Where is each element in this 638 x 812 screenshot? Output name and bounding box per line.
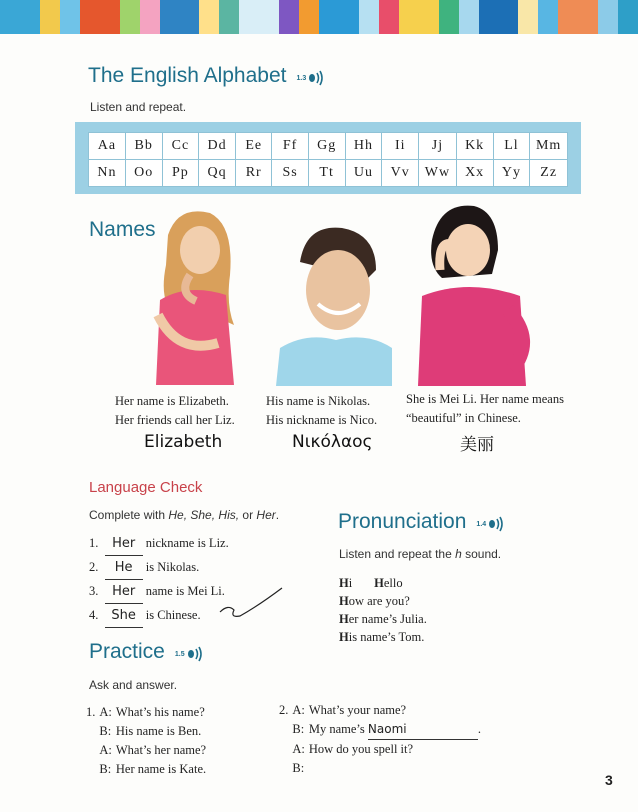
header-stripe (160, 0, 200, 34)
alphabet-row (89, 133, 568, 160)
instruction-word: Her (256, 508, 276, 522)
dialog-text: His name is Ben. (115, 724, 202, 738)
bold-letter: H (339, 576, 349, 590)
pronunciation-section-title (338, 510, 506, 534)
pronunciation-line (339, 592, 427, 610)
dialog-text: How do you spell it? (308, 742, 414, 756)
speaker: B: (99, 724, 112, 738)
track-number: 1.3 (296, 74, 307, 82)
dialog-line (86, 722, 210, 741)
alphabet-cell: Ee (235, 133, 271, 160)
dialog-line: B: My name’s Naomi . (279, 720, 485, 740)
signature-elizabeth: Elizabeth (144, 432, 223, 452)
bold-letter: H (339, 594, 349, 608)
alphabet-cell: Dd (199, 133, 236, 160)
name-answer-blank[interactable]: Naomi (368, 720, 478, 740)
signature-nikolas: Νικόλαος (292, 432, 373, 452)
header-stripe (40, 0, 60, 34)
speaker: B: (292, 761, 305, 775)
item-number: 3. (89, 584, 99, 598)
alphabet-cell: Bb (125, 133, 162, 160)
caption-line: His name is Nikolas. (266, 394, 371, 408)
answer-blank[interactable]: He (105, 556, 143, 580)
line-text: er name’s Julia. (348, 612, 427, 626)
alphabet-cell: Cc (162, 133, 199, 160)
caption-line: Her name is Elizabeth. (115, 394, 229, 408)
dialog-number: 2. (279, 703, 289, 717)
speaker-icon (488, 516, 506, 532)
header-stripe (379, 0, 399, 34)
alphabet-cell: Ll (493, 133, 530, 160)
alphabet-cell: Uu (345, 160, 382, 187)
header-stripe (479, 0, 519, 34)
audio-track-1-4[interactable] (476, 516, 506, 532)
header-stripe (459, 0, 479, 34)
alphabet-section-title (88, 64, 326, 88)
alphabet-instruction: Listen and repeat. (90, 100, 187, 114)
speaker-icon (187, 646, 205, 662)
caption-elizabeth (115, 392, 265, 430)
pronunciation-instruction (339, 547, 501, 561)
item-text: nickname is Liz. (145, 536, 229, 550)
audio-track-1-3[interactable] (296, 70, 326, 86)
audio-track-1-5[interactable] (175, 646, 205, 662)
alphabet-table (88, 132, 568, 187)
item-text: is Chinese. (145, 608, 201, 622)
header-stripe (359, 0, 379, 34)
pronunciation-title: Pronunciation (338, 510, 467, 533)
alphabet-cell: Hh (345, 133, 382, 160)
item-text: name is Mei Li. (145, 584, 225, 598)
alphabet-cell: Rr (235, 160, 271, 187)
caption-line: Her friends call her Liz. (115, 413, 235, 427)
speaker: B: (292, 722, 305, 736)
header-stripe (140, 0, 160, 34)
pronunciation-line (339, 610, 427, 628)
header-stripe (219, 0, 239, 34)
alphabet-cell: Yy (493, 160, 530, 187)
exercise-item (89, 556, 229, 580)
item-number: 2. (89, 560, 99, 574)
dialog-line (86, 741, 210, 760)
dialog-line (279, 740, 485, 759)
alphabet-cell: Oo (125, 160, 162, 187)
caption-line: “beautiful” in Chinese. (406, 411, 521, 425)
language-check-instruction (89, 508, 279, 522)
dialog-text: My name’s (308, 722, 365, 736)
dialog-line (279, 759, 485, 778)
alphabet-cell: Aa (89, 133, 126, 160)
speaker-icon (308, 70, 326, 86)
header-stripe (319, 0, 359, 34)
dialog-text: What’s your name? (308, 703, 407, 717)
header-stripe (439, 0, 459, 34)
instruction-words: He, She, His, (168, 508, 240, 522)
item-number: 4. (89, 608, 99, 622)
header-stripe (558, 0, 598, 34)
speaker: A: (99, 705, 112, 719)
header-stripe (538, 0, 558, 34)
line-text: i (348, 576, 353, 590)
photo-nikolas (276, 222, 392, 386)
language-check-title: Language Check (89, 479, 203, 496)
header-stripe (239, 0, 279, 34)
track-number: 1.5 (174, 650, 185, 658)
pronunciation-line (339, 574, 427, 592)
header-stripe (0, 0, 40, 34)
dialog-line (86, 760, 210, 779)
header-stripe (279, 0, 299, 34)
header-stripe (120, 0, 140, 34)
caption-nikolas (266, 392, 406, 430)
alphabet-cell: Ii (382, 133, 419, 160)
alphabet-cell: Ww (419, 160, 457, 187)
line-text: ello (383, 576, 403, 590)
speaker: A: (292, 703, 305, 717)
answer-blank[interactable]: Her (105, 580, 143, 604)
dialog-text: What’s her name? (115, 743, 207, 757)
exercise-item (89, 532, 229, 556)
exercise-item (89, 580, 229, 604)
exercise-item (89, 604, 229, 628)
caption-line: She is Mei Li. Her name means (406, 392, 564, 406)
speaker: A: (292, 742, 305, 756)
signature-mei-li: 美丽 (460, 435, 494, 455)
instruction-letter: h (455, 547, 462, 561)
instruction-text: Listen and repeat the (339, 547, 456, 561)
instruction-text: or (239, 508, 257, 522)
header-stripe (199, 0, 219, 34)
line-text: ow are you? (348, 594, 410, 608)
answer-blank[interactable]: She (105, 604, 143, 628)
alphabet-cell: Xx (456, 160, 493, 187)
answer-blank[interactable]: Her (105, 532, 143, 556)
pronunciation-lines (339, 574, 427, 646)
alphabet-cell: Tt (308, 160, 345, 187)
language-check-items (89, 532, 229, 628)
alphabet-title: The English Alphabet (88, 64, 287, 87)
alphabet-cell: Ff (272, 133, 308, 160)
practice-title: Practice (89, 640, 165, 663)
header-stripe (60, 0, 80, 34)
bold-letter: H (339, 612, 349, 626)
alphabet-cell: Pp (162, 160, 199, 187)
dialog-text (309, 759, 485, 778)
item-text: is Nikolas. (145, 560, 200, 574)
alphabet-cell: Gg (308, 133, 345, 160)
page-number: 3 (605, 772, 613, 788)
practice-section-title (89, 640, 205, 664)
caption-line: His nickname is Nico. (266, 413, 378, 427)
alphabet-cell: Nn (89, 160, 126, 187)
alphabet-cell: Jj (419, 133, 457, 160)
alphabet-cell: Zz (530, 160, 568, 187)
alphabet-cell: Vv (382, 160, 419, 187)
instruction-text: . (275, 508, 280, 522)
alphabet-cell: Kk (456, 133, 493, 160)
track-number: 1.4 (476, 520, 487, 528)
dialog-line (86, 703, 210, 722)
header-stripe (80, 0, 120, 34)
bold-letter: H (339, 630, 349, 644)
speaker: B: (99, 762, 112, 776)
photo-mei-li (412, 200, 538, 386)
alphabet-cell: Mm (530, 133, 568, 160)
dialog-1 (86, 703, 210, 779)
alphabet-cell: Qq (199, 160, 236, 187)
header-stripe (598, 0, 618, 34)
bold-letter: H (374, 576, 384, 590)
line-text: is name’s Tom. (348, 630, 425, 644)
header-stripe (299, 0, 319, 34)
dialog-number: 1. (86, 705, 96, 719)
alphabet-row (89, 160, 568, 187)
alphabet-cell: Ss (272, 160, 308, 187)
instruction-text: sound. (461, 547, 502, 561)
dialog-text: What’s his name? (115, 705, 205, 719)
practice-instruction: Ask and answer. (89, 678, 178, 692)
dialog-line (279, 701, 485, 720)
dialog-text: Her name is Kate. (115, 762, 207, 776)
dialog-2 (279, 701, 485, 778)
item-number: 1. (89, 536, 99, 550)
header-stripe (618, 0, 638, 34)
instruction-text: Complete with (89, 508, 169, 522)
caption-mei-li (406, 390, 596, 428)
pen-scribble (218, 586, 284, 622)
speaker: A: (99, 743, 112, 757)
header-stripes (0, 0, 638, 34)
pronunciation-line (339, 628, 427, 646)
header-stripe (399, 0, 439, 34)
header-stripe (518, 0, 538, 34)
names-title: Names (89, 218, 156, 241)
photo-elizabeth (138, 205, 242, 390)
